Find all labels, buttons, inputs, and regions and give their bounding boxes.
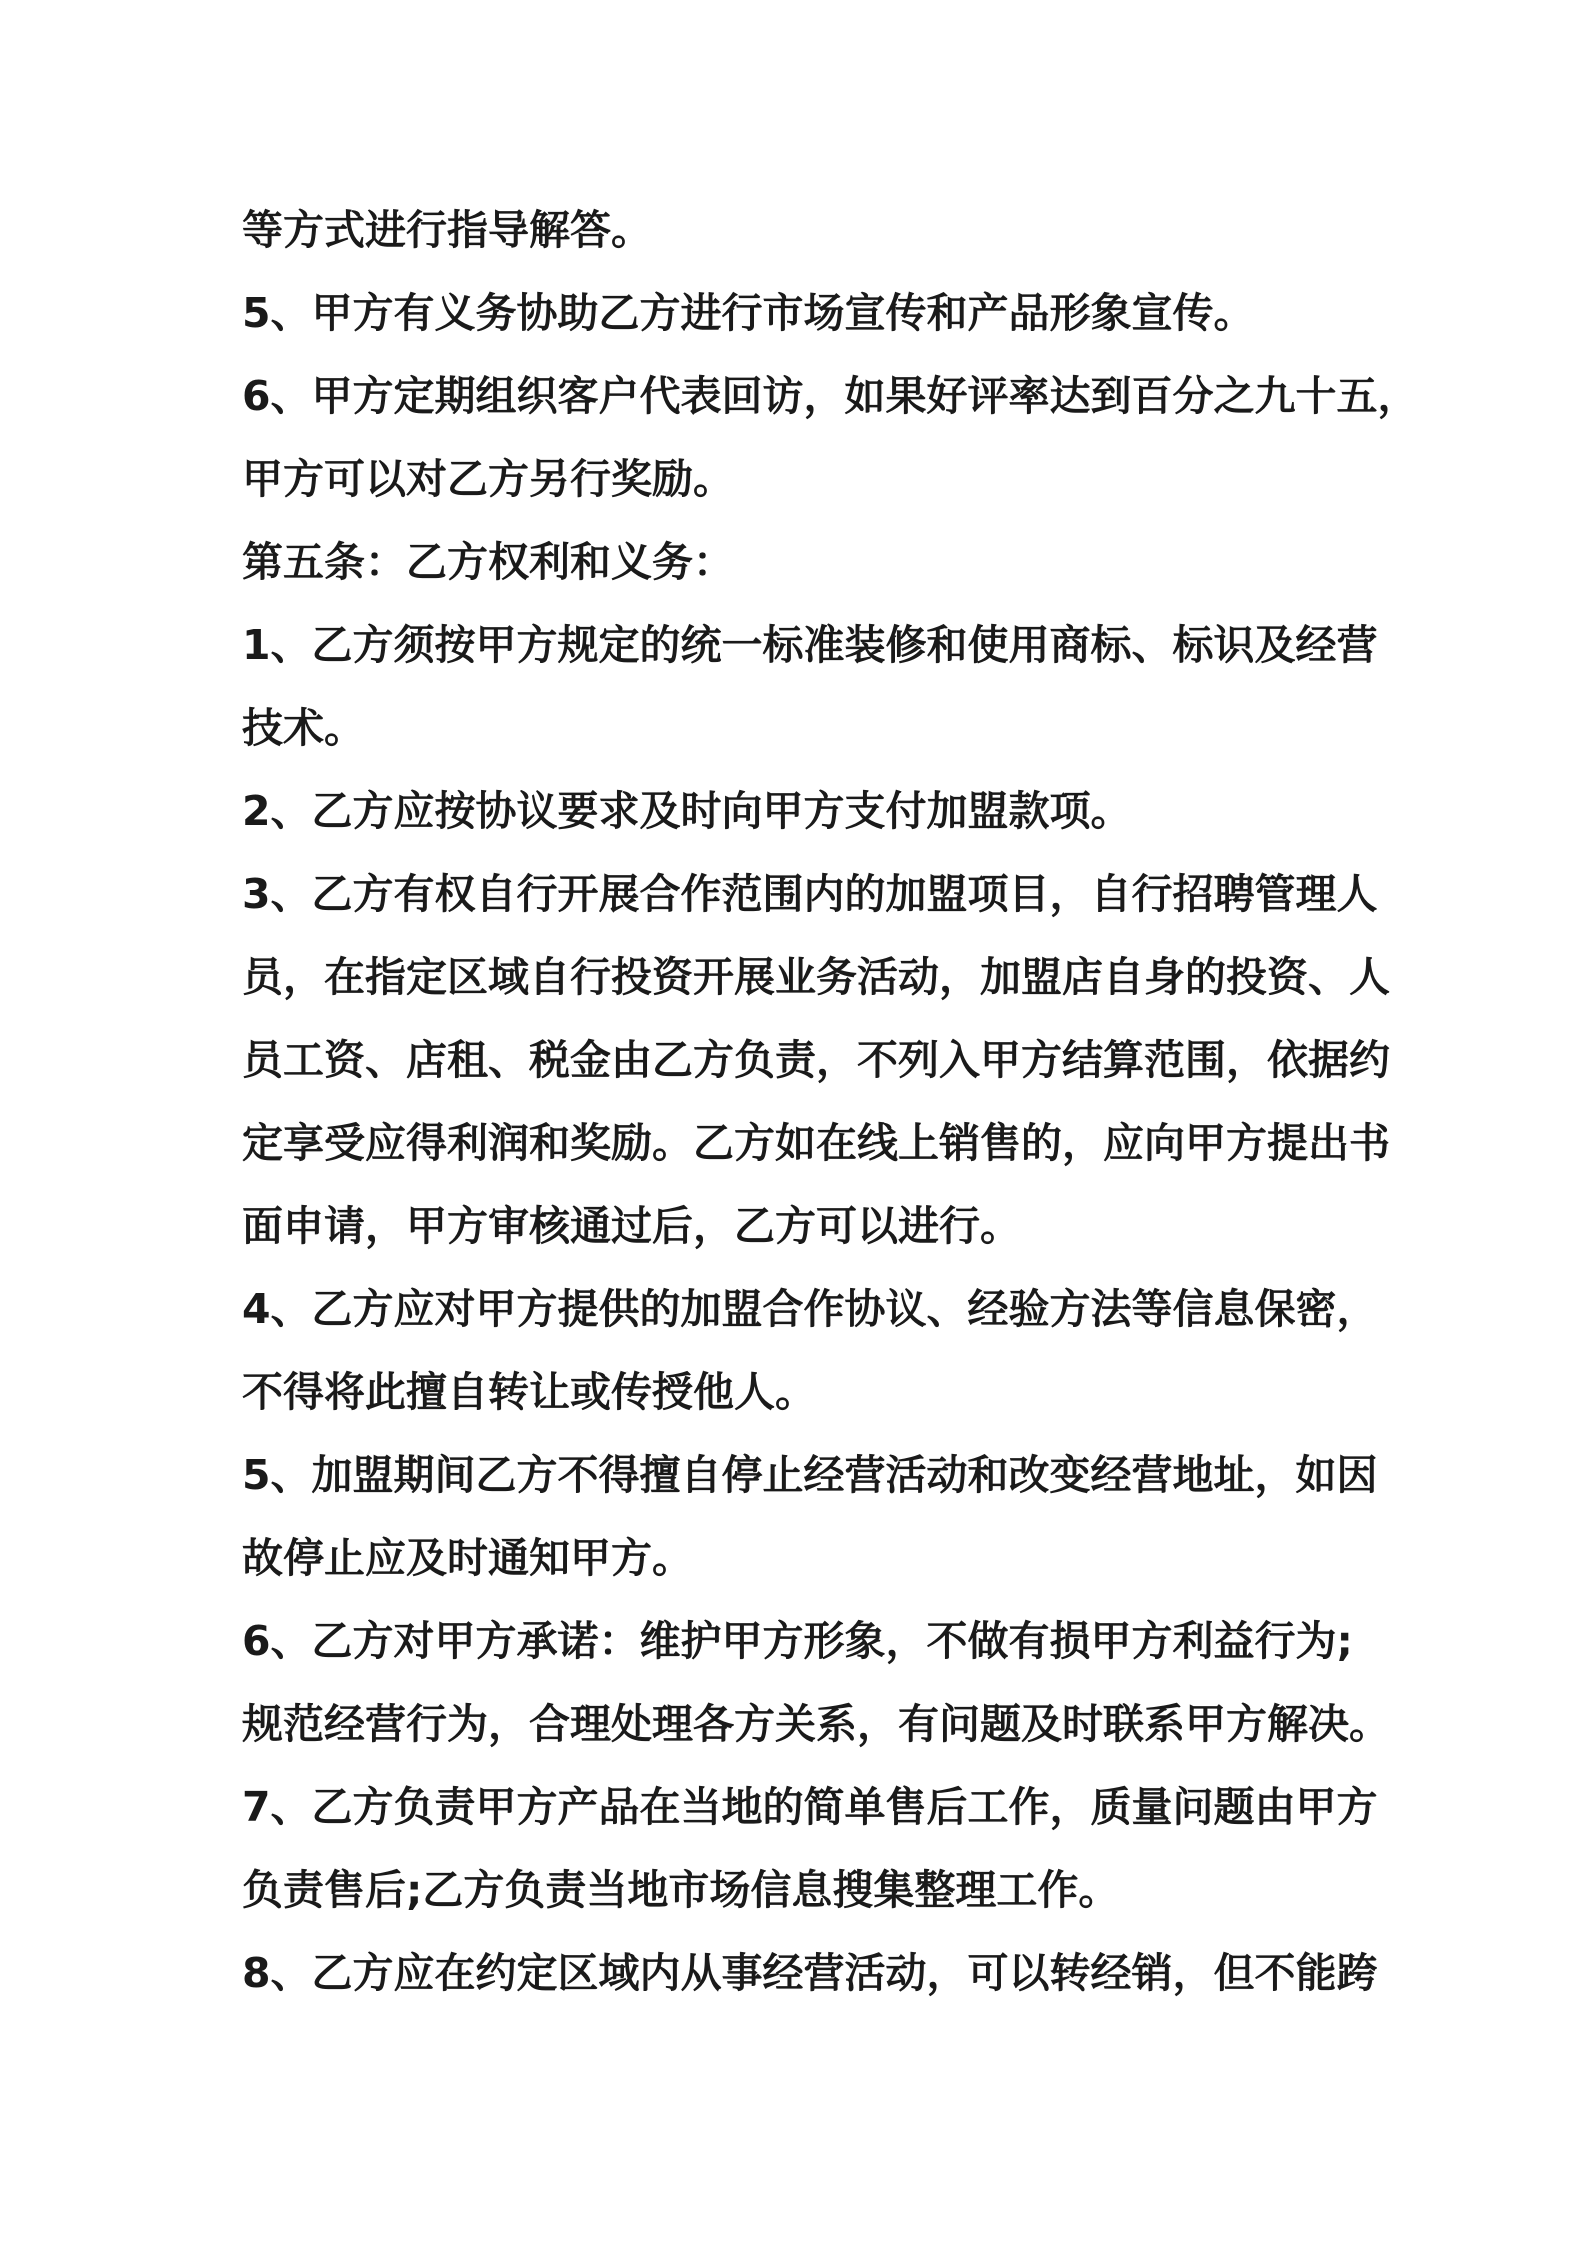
text-line: 员，在指定区域自行投资开展业务活动，加盟店自身的投资、人 xyxy=(242,953,1390,1001)
text-line: 3、乙方有权自行开展合作范围内的加盟项目，自行招聘管理人 xyxy=(242,870,1378,918)
text-line: 6、甲方定期组织客户代表回访，如果好评率达到百分之九十五， xyxy=(242,372,1419,420)
text-line: 定享受应得利润和奖励。乙方如在线上销售的，应向甲方提出书 xyxy=(242,1119,1390,1167)
text-line: 故停止应及时通知甲方。 xyxy=(242,1534,693,1582)
text-line: 负责售后;乙方负责当地市场信息搜集整理工作。 xyxy=(242,1866,1120,1914)
section-heading: 第五条：乙方权利和义务： xyxy=(242,538,734,586)
text-line: 2、乙方应按协议要求及时向甲方支付加盟款项。 xyxy=(242,787,1132,835)
text-line: 1、乙方须按甲方规定的统一标准装修和使用商标、标识及经营 xyxy=(242,621,1378,669)
text-line: 员工资、店租、税金由乙方负责，不列入甲方结算范围，依据约 xyxy=(242,1036,1390,1084)
text-line: 7、乙方负责甲方产品在当地的简单售后工作，质量问题由甲方 xyxy=(242,1783,1378,1831)
text-line: 6、乙方对甲方承诺：维护甲方形象，不做有损甲方利益行为; xyxy=(242,1617,1353,1665)
text-line: 5、甲方有义务协助乙方进行市场宣传和产品形象宣传。 xyxy=(242,289,1255,337)
text-line: 8、乙方应在约定区域内从事经营活动，可以转经销，但不能跨 xyxy=(242,1949,1378,1997)
text-line: 面申请，甲方审核通过后，乙方可以进行。 xyxy=(242,1202,1021,1250)
text-line: 规范经营行为，合理处理各方关系，有问题及时联系甲方解决。 xyxy=(242,1700,1390,1748)
text-line: 甲方可以对乙方另行奖励。 xyxy=(242,455,734,503)
text-line: 5、加盟期间乙方不得擅自停止经营活动和改变经营地址，如因 xyxy=(242,1451,1378,1499)
text-line: 等方式进行指导解答。 xyxy=(242,206,652,254)
text-line: 技术。 xyxy=(242,704,365,752)
text-line: 4、乙方应对甲方提供的加盟合作协议、经验方法等信息保密， xyxy=(242,1285,1378,1333)
text-line: 不得将此擅自转让或传授他人。 xyxy=(242,1368,816,1416)
